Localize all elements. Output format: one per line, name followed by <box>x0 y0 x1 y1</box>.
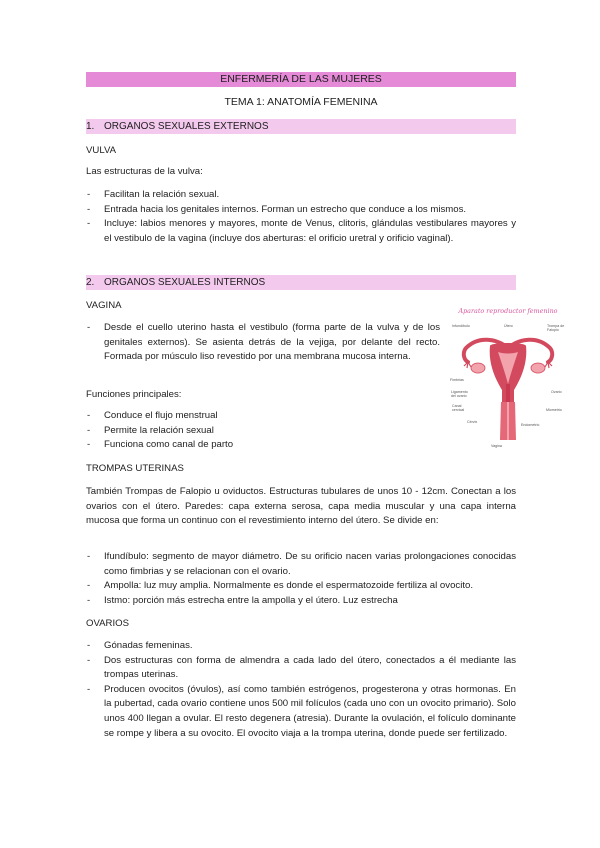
section-heading-internos <box>86 275 516 290</box>
label-infundibulo: Infundíbulo <box>452 324 470 328</box>
list-item: - Producen ovocitos (óvulos), así como también estrógenos, progesterona y otras hormonas. En la pubertad, cada ovario contiene unos 500 mil folículos (cada uno con un ovocito primario). Solo unos 400 llegan a ovular. El resto degenera (atresia). Durante la ovulación, el folículo dominante se rompe y libera a su ovocito. El ovocito viaja a la trompa uterina, donde puede ser fertilizado. <box>86 683 516 741</box>
label-endometrio: Endometrio <box>521 423 540 427</box>
list-item: - Funciona como canal de parto <box>86 438 440 453</box>
document-title: ENFERMERÍA DE LAS MUJERES <box>86 72 516 87</box>
reproductive-system-figure <box>448 298 568 456</box>
section-title: ORGANOS SEXUALES INTERNOS <box>104 277 266 288</box>
subheading-trompas: TROMPAS UTERINAS <box>86 463 184 474</box>
label-cervix: Cérvix <box>467 420 478 424</box>
section-number: 1. <box>86 121 95 132</box>
trompas-paragraph: También Trompas de Falopio u oviductos. Estructuras tubulares de unos 10 - 12cm. Conectan a los ovarios con el útero. Paredes: capa externa serosa, capa media muscular y una capa interna mucosa que forma un continuo con el revestimiento interno del útero. Se divide en: <box>86 486 516 527</box>
list-item: - Desde el cuello uterino hasta el vestibulo (forma parte de la vulva y de los genitales externos). Se asienta detrás de la vejiga, por delante del recto. Formada por músculo liso revestido por una membrana mucosa interna. <box>86 321 440 365</box>
subheading-vagina: VAGINA <box>86 300 122 311</box>
section-heading-externos <box>86 119 516 134</box>
label-utero: Útero <box>504 324 513 328</box>
label-ovario: Ovario <box>551 390 562 394</box>
document-subtitle: TEMA 1: ANATOMÍA FEMENINA <box>224 96 378 108</box>
list-item: - Incluye: labios menores y mayores, monte de Venus, clitoris, glándulas vestibulares mayores y el vestibulo de la vagina (incluye dos aberturas: el orificio uretral y orificio vaginal). <box>86 217 516 246</box>
list-item: - Istmo: porción más estrecha entre la ampolla y el útero. Luz estrecha <box>86 594 516 609</box>
subheading-vulva: VULVA <box>86 145 117 156</box>
label-vagina: Vagina <box>491 444 502 448</box>
section-number: 2. <box>86 277 95 288</box>
label-miometrio: Miometrio <box>546 408 562 412</box>
list-item: - Facilitan la relación sexual. <box>86 188 516 203</box>
list-item: - Entrada hacia los genitales internos. Forman un estrecho que conduce a los mismos. <box>86 203 516 218</box>
vagina-list <box>86 321 440 365</box>
section-title: ORGANOS SEXUALES EXTERNOS <box>104 121 269 132</box>
label-canal: Canal cervical <box>452 404 465 412</box>
subheading-ovarios: OVARIOS <box>86 618 130 629</box>
figure-title: Aparato reproductor femenino <box>458 307 558 315</box>
vulva-list <box>86 188 516 246</box>
list-item: - Gónadas femeninas. <box>86 639 516 654</box>
list-item: - Conduce el flujo menstrual <box>86 409 440 424</box>
vulva-intro: Las estructuras de la vulva: <box>86 166 203 177</box>
list-item: - Permite la relación sexual <box>86 424 440 439</box>
trompas-list <box>86 550 516 608</box>
list-item: - Dos estructuras con forma de almendra a cada lado del útero, conectados a él mediante las trompas uterinas. <box>86 654 516 683</box>
label-trompa: Trompa de Falopio <box>547 324 565 332</box>
funciones-list <box>86 409 440 453</box>
uterus-illustration <box>448 298 568 456</box>
funciones-heading: Funciones principales: <box>86 389 182 400</box>
label-ligamento: Ligamento del ovario <box>451 390 468 398</box>
list-item: - Ifundíbulo: segmento de mayor diámetro. De su orificio nacen varias prolongaciones conocidas como fimbrias y se relacionan con el ovario. <box>86 550 516 579</box>
ovarios-list <box>86 639 516 741</box>
list-item: - Ampolla: luz muy amplia. Normalmente es donde el espermatozoide fertiliza al ovocito. <box>86 579 516 594</box>
label-fimbrias: Fimbrias <box>450 378 464 382</box>
